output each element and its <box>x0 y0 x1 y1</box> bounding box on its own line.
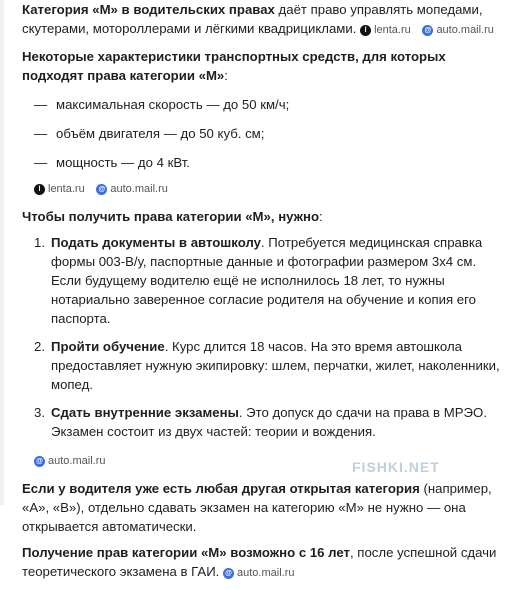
mail-favicon-icon: @ <box>96 184 107 195</box>
list-item: 2. Пройти обучение. Курс длится 18 часов. На это время автошкола предоставляет нужную экипировку: шлем, перчатки, жилет, наколенники, мопед. <box>34 339 500 392</box>
steps-list <box>34 233 508 441</box>
answer-content <box>22 0 508 590</box>
paragraph-other-category: Если у водителя уже есть любая другая открытая категория (например, «А», «В»), отдельно сдавать экзамен на категорию «М» не нужно — она открывается автоматически. <box>22 481 492 534</box>
list-item: — объём двигателя — до 50 куб. см; <box>34 126 265 141</box>
source-link-lenta[interactable]: l lenta.ru <box>34 180 85 199</box>
paragraph-age: Получение прав категории «М» возможно с 16 лет, после успешной сдачи теоретического экзамена в ГАИ. @ auto.mail.ru <box>22 543 508 583</box>
source-link-auto-mail[interactable]: @ auto.mail.ru <box>34 452 105 471</box>
mail-favicon-icon: @ <box>223 568 234 579</box>
source-link-lenta[interactable]: l lenta.ru <box>360 21 411 40</box>
list-item: 1. Подать документы в автошколу. Потребуется медицинская справка формы 003-В/у, паспортные данные и фотографии размером 3х4 см. Если будущему водителю ещё не исполнилось 18 лет, то нужны нотариально заверенное согласие родителя на обучение и копия его паспорта. <box>34 235 483 326</box>
list-item: — мощность — до 4 кВт. <box>34 155 190 170</box>
source-link-auto-mail[interactable]: @ auto.mail.ru <box>422 21 493 40</box>
list-item: — максимальная скорость — до 50 км/ч; <box>34 97 290 112</box>
lenta-favicon-icon: l <box>360 25 371 36</box>
paragraph-characteristics-heading: Некоторые характеристики транспортных средств, для которых подходят права категории «М»: <box>22 49 446 83</box>
source-link-auto-mail[interactable]: @ auto.mail.ru <box>223 564 294 583</box>
lenta-favicon-icon: l <box>34 184 45 195</box>
mail-favicon-icon: @ <box>34 456 45 467</box>
sources-row <box>34 178 508 199</box>
mail-favicon-icon: @ <box>422 25 433 36</box>
source-link-auto-mail[interactable]: @ auto.mail.ru <box>96 180 167 199</box>
list-item: 3. Сдать внутренние экзамены. Это допуск до сдачи на права в МРЭО. Экзамен состоит из двух частей: теории и вождения. <box>34 405 487 439</box>
watermark: FISHKI.NET <box>352 459 440 475</box>
paragraph-steps-heading: Чтобы получить права категории «М», нужно: <box>22 209 323 224</box>
dash-list <box>22 95 508 172</box>
left-scroll-gutter <box>0 0 4 505</box>
paragraph-intro: Категория «М» в водительских правах даёт право управлять мопедами, скутерами, мотороллерами и лёгкими квадрициклами. l lenta.ru @ auto.mail.ru <box>22 0 508 40</box>
